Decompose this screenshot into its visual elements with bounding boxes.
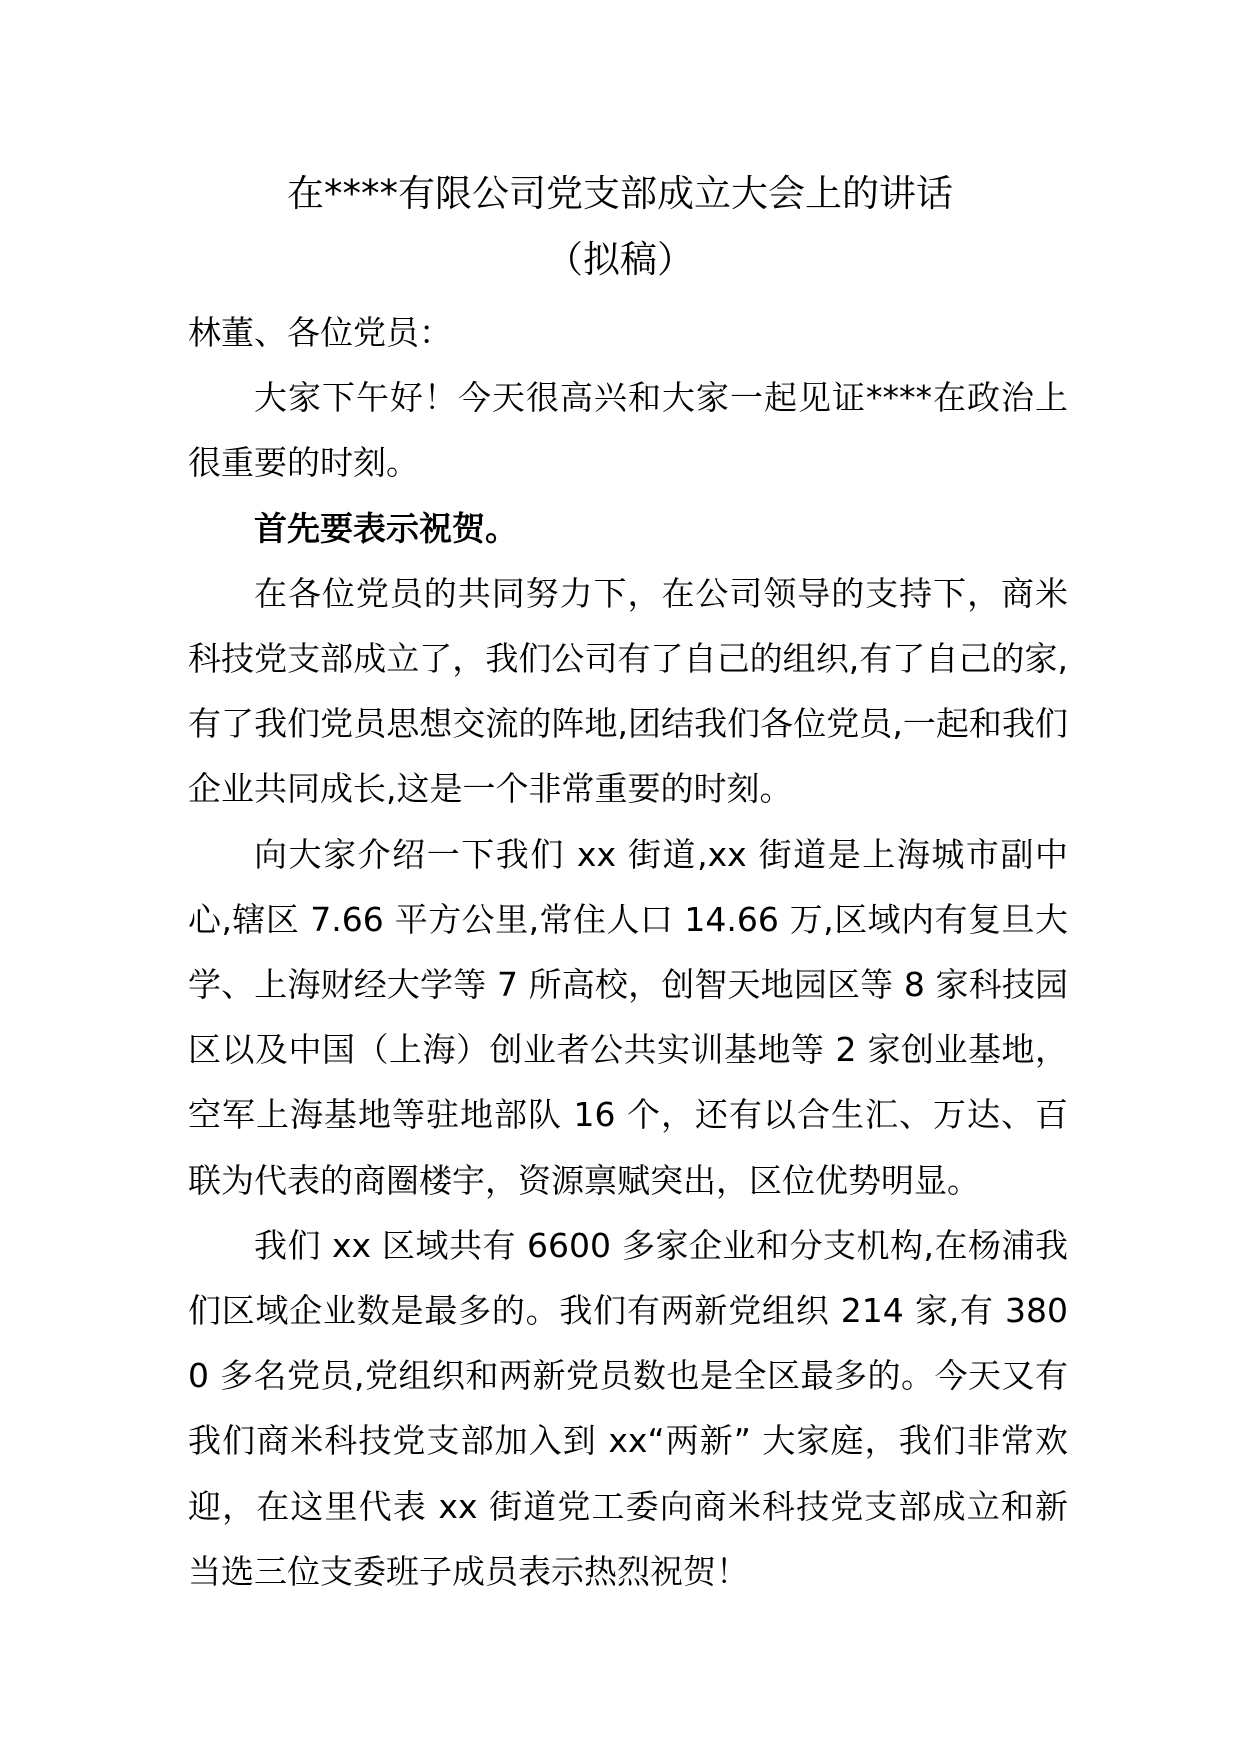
document-body xyxy=(188,300,1068,1604)
section-heading-congratulations: 首先要表示祝贺。 xyxy=(254,508,518,548)
paragraph-street-introduction: 向大家介绍一下我们 xx 街道,xx 街道是上海城市副中心,辖区 7.66 平方公里,常住人口 14.66 万,区域内有复旦大学、上海财经大学等 7 所高校，创智天地园区等 8 家科技园区以及中国（上海）创业者公共实训基地等 2 家创业基地，空军上海基地等驻地部队 16 个，还有以合生汇、万达、百联为代表的商圈楼宇，资源禀赋突出，区位优势明显。 xyxy=(188,834,1068,1200)
document-title: 在****有限公司党支部成立大会上的讲话 xyxy=(287,172,953,215)
paragraph-enterprises-and-members: 我们 xx 区域共有 6600 多家企业和分支机构,在杨浦我们区域企业数是最多的。我们有两新党组织 214 家,有 3800 多名党员,党组织和两新党员数也是全区最多的。今天又有我们商米科技党支部加入到 xx“两新” 大家庭，我们非常欢迎，在这里代表 xx 街道党工委向商米科技党支部成立和新当选三位支委班子成员表示热烈祝贺！ xyxy=(188,1225,1068,1591)
paragraph-branch-established: 在各位党员的共同努力下，在公司领导的支持下，商米科技党支部成立了，我们公司有了自己的组织,有了自己的家,有了我们党员思想交流的阵地,团结我们各位党员,一起和我们企业共同成长,这是一个非常重要的时刻。 xyxy=(188,573,1068,809)
greeting: 林董、各位党员： xyxy=(188,313,452,352)
paragraph-opening: 大家下午好！今天很高兴和大家一起见证****在政治上很重要的时刻。 xyxy=(188,378,1068,483)
document-subtitle: （拟稿） xyxy=(546,238,694,281)
